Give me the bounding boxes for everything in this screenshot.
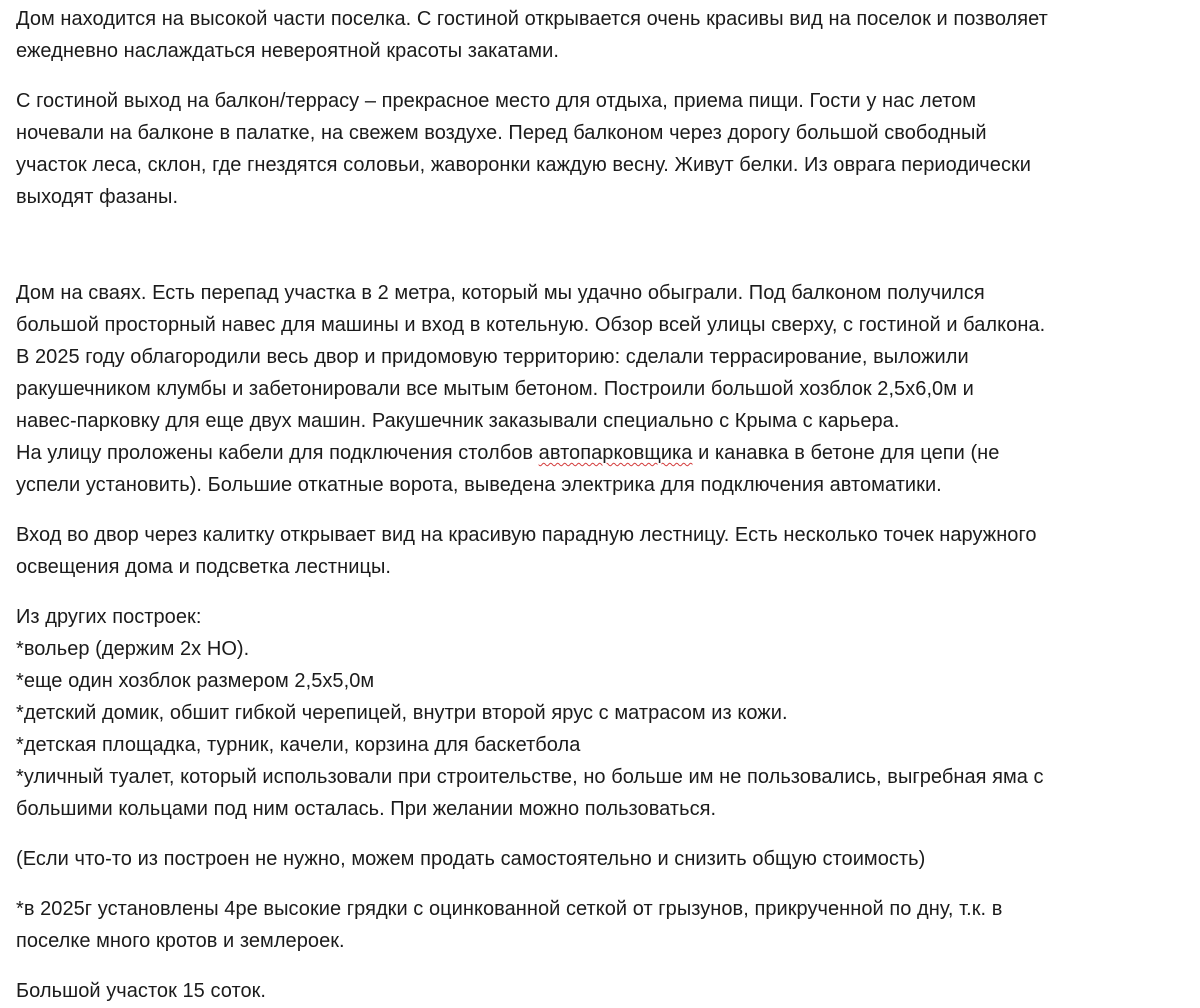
list-item: *уличный туалет, который использовали при строительстве, но больше им не пользовались, выгребная яма с: [16, 766, 1044, 788]
text-segment: На улицу проложены кабели для подключения столбов: [16, 442, 539, 464]
text-line: Большой участок 15 соток.: [16, 980, 267, 1002]
paragraph-buildings-list: [16, 601, 1184, 825]
spellcheck-flagged-word[interactable]: автопарковщика: [538, 442, 693, 464]
text-line: [16, 437, 1184, 469]
list-item-continuation: большими кольцами под ним осталась. При желании можно пользоваться.: [16, 798, 717, 820]
list-item: *детский домик, обшит гибкой черепицей, внутри второй ярус с матрасом из кожи.: [16, 702, 788, 724]
text-line: Дом находится на высокой части поселка. С гостиной открывается очень красивы вид на поселок и позволяет: [16, 8, 1048, 30]
text-line: Вход во двор через калитку открывает вид на красивую парадную лестницу. Есть несколько точек наружного: [16, 524, 1037, 546]
text-segment: и канавка в бетоне для цепи (не: [692, 442, 1000, 464]
text-line: навес-парковку для еще двух машин. Ракушечник заказывали специально с Крыма с карьера.: [16, 410, 900, 432]
text-line: ежедневно наслаждаться невероятной красоты закатами.: [16, 40, 559, 62]
text-line: ночевали на балконе в палатке, на свежем воздухе. Перед балконом через дорогу большой свободный: [16, 122, 987, 144]
text-line: *в 2025г установлены 4ре высокие грядки с оцинкованной сеткой от грызунов, прикрученной по дну, т.к. в: [16, 898, 1003, 920]
text-line: Дом на сваях. Есть перепад участка в 2 метра, который мы удачно обыграли. Под балконом получился: [16, 282, 985, 304]
paragraph-piles: [16, 277, 1184, 501]
text-line: большой просторный навес для машины и вход в котельную. Обзор всей улицы сверху, с гостиной и балкона.: [16, 314, 1046, 336]
list-item: *вольер (держим 2х НО).: [16, 638, 250, 660]
paragraph-balcony: [16, 85, 1184, 213]
paragraph-plot-size: [16, 975, 1184, 1007]
text-line: участок леса, склон, где гнездятся соловьи, жаворонки каждую весну. Живут белки. Из оврага периодически: [16, 154, 1032, 176]
paragraph-garden-beds: [16, 893, 1184, 957]
paragraph-entrance: [16, 519, 1184, 583]
paragraph-sale-note: [16, 843, 1184, 875]
paragraph-view: [16, 3, 1184, 67]
text-line: (Если что-то из построен не нужно, можем продать самостоятельно и снизить общую стоимость): [16, 848, 926, 870]
list-item: *детская площадка, турник, качели, корзина для баскетбола: [16, 734, 581, 756]
text-line: успели установить). Большие откатные ворота, выведена электрика для подключения автоматики.: [16, 474, 942, 496]
text-line: поселке много кротов и землероек.: [16, 930, 345, 952]
list-item: *еще один хозблок размером 2,5х5,0м: [16, 670, 375, 692]
text-line: ракушечником клумбы и забетонировали все мытым бетоном. Построили большой хозблок 2,5х6,0м и: [16, 378, 974, 400]
text-line: С гостиной выход на балкон/террасу – прекрасное место для отдыха, приема пищи. Гости у нас летом: [16, 90, 977, 112]
empty-paragraph: [16, 231, 1184, 277]
text-line: В 2025 году облагородили весь двор и придомовую территорию: сделали террасирование, выложили: [16, 346, 969, 368]
list-heading: Из других построек:: [16, 606, 202, 628]
text-line: освещения дома и подсветка лестницы.: [16, 556, 391, 578]
text-line: выходят фазаны.: [16, 186, 179, 208]
